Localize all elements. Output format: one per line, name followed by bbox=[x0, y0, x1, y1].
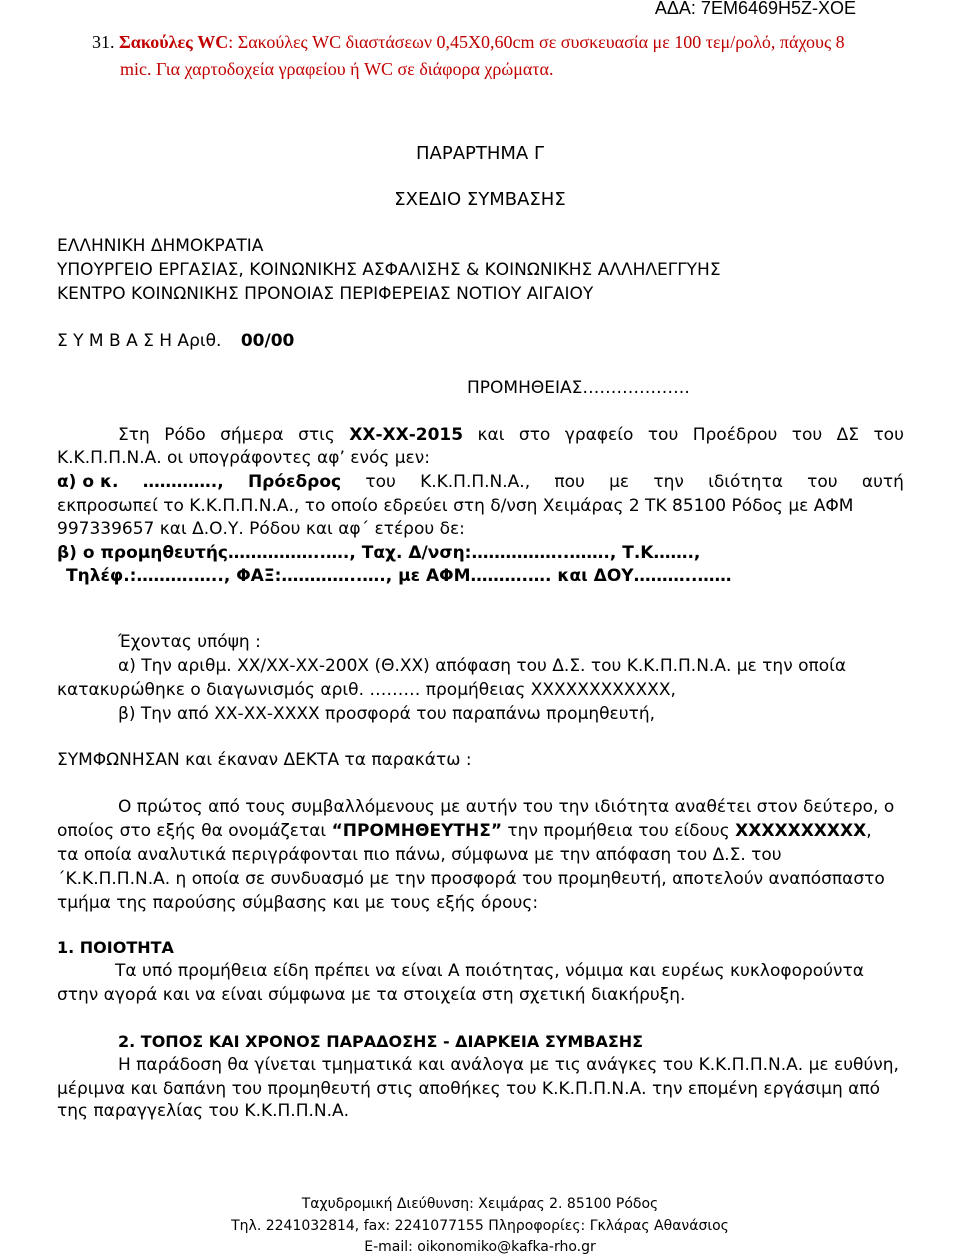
contract-b-line2: Τηλέφ.:……….….., ΦΑΞ:…………..…., με ΑΦΜ……….…. και ΔΟΥ………..…… bbox=[66, 566, 732, 586]
intro-line5: τμήμα της παρούσης σύμβασης και με τους εξής όρους: bbox=[57, 893, 539, 913]
contract-p1-line2: Κ.Κ.Π.Π.Ν.Α. οι υπογράφοντες αφ’ ενός μεν: bbox=[57, 448, 430, 468]
item-31-title: Σακούλες WC bbox=[119, 32, 229, 52]
item-31-line2: mic. Για χαρτοδοχεία γραφείου ή WC σε διάφορα χρώματα. bbox=[120, 59, 554, 79]
contract-type: ΠΡΟΜΗΘΕΙΑΣ………………. bbox=[467, 378, 690, 398]
contract-p1-line1: Στη Ρόδο σήμερα στις ΧΧ-ΧΧ-2015 και στο γραφείο του Προέδρου του ΔΣ του bbox=[118, 425, 904, 445]
intro-line3: τα οποία αναλυτικά περιγράφονται πιο πάνω, σύμφωνα με την απόφαση του Δ.Σ. του bbox=[57, 845, 782, 865]
section2-line2: μέριμνα και δαπάνη του προμηθευτή στις αποθήκες του Κ.Κ.Π.Π.Ν.Α. την επομένη εργάσιμη από bbox=[57, 1079, 880, 1099]
considering-a-line1: α) Την αριθμ. ΧΧ/ΧΧ-ΧΧ-200Χ (Θ.ΧΧ) απόφαση του Δ.Σ. του Κ.Κ.Π.Π.Ν.Α. με την οποία bbox=[118, 656, 847, 676]
org-line1: ΕΛΛΗΝΙΚΗ ΔΗΜΟΚΡΑΤΙΑ bbox=[57, 236, 264, 256]
contract-a-dots: …………., bbox=[142, 472, 224, 492]
intro-line2: οποίος στο εξής θα ονομάζεται “ΠΡΟΜΗΘΕΥΤΗΣ” την προμήθεια του είδους ΧΧΧΧΧΧΧΧΧΧ, bbox=[57, 821, 872, 841]
contract-a-line3: 997339657 και Δ.Ο.Υ. Ρόδου και αφ΄ ετέρου δε: bbox=[57, 519, 465, 539]
contract-number: 00/00 bbox=[240, 331, 295, 351]
intro-line4: ΄Κ.Κ.Π.Π.Ν.Α. η οποία σε συνδυασμό με την προσφορά του προμηθευτή, αποτελούν αναπόσπαστο bbox=[57, 869, 885, 889]
item-type: ΧΧΧΧΧΧΧΧΧΧ bbox=[735, 821, 867, 841]
contract-a-line2: εκπροσωπεί το Κ.Κ.Π.Π.Ν.Α., το οποίο εδρεύει στη δ/νση Χειμάρας 2 ΤΚ 85100 Ρόδος με ΑΦΜ bbox=[57, 496, 854, 516]
contract-number-line bbox=[57, 331, 294, 351]
section2-line1: Η παράδοση θα γίνεται τμηματικά και ανάλογα με τις ανάγκες του Κ.Κ.Π.Π.Ν.Α. με ευθύνη, bbox=[118, 1055, 899, 1075]
item-31-line1 bbox=[92, 32, 845, 53]
agreed-line: ΣΥΜΦΩΝΗΣΑΝ και έκαναν ΔΕΚΤΑ τα παρακάτω : bbox=[57, 750, 472, 770]
footer-phones: Τηλ. 2241032814, fax: 2241077155 Πληροφορίες: Γκλάρας Αθανάσιος bbox=[231, 1218, 729, 1234]
item-31-text1: : Σακούλες WC διαστάσεων 0,45Χ0,60cm σε συσκευασία με 100 τεμ/ρολό, πάχους 8 bbox=[228, 32, 845, 52]
section2-title: 2. ΤΟΠΟΣ ΚΑΙ ΧΡΟΝΟΣ ΠΑΡΑΔΟΣΗΣ - ΔΙΑΡΚΕΙΑ ΣΥΜΒΑΣΗΣ bbox=[118, 1032, 644, 1051]
annex-title: ΠΑΡΑΡΤΗΜΑ Γ bbox=[416, 143, 544, 164]
section2-line3: της παραγγελίας του Κ.Κ.Π.Π.Ν.Α. bbox=[57, 1101, 350, 1121]
considering-b-line: β) Την από ΧΧ-ΧΧ-ΧΧΧΧ προσφορά του παραπάνω προμηθευτή, bbox=[118, 704, 655, 724]
contract-a-line1: α) ο κ. …………., Πρόεδρος του Κ.Κ.Π.Π.Ν.Α., που με την ιδιότητα του αυτή bbox=[57, 472, 904, 492]
section1-line1: Τα υπό προμήθεια είδη πρέπει να είναι Α ποιότητας, νόμιμα και ευρέως κυκλοφορούντα bbox=[115, 961, 864, 981]
intro-line1: Ο πρώτος από τους συμβαλλόμενους με αυτήν του την ιδιότητα αναθέτει στον δεύτερο, ο bbox=[118, 797, 895, 817]
considering-a-line2: κατακυρώθηκε ο διαγωνισμός αριθ. ……… προμήθειας ΧΧΧΧΧΧΧΧΧΧΧΧ, bbox=[57, 680, 676, 700]
contract-b-line1: β) ο προμηθευτής……………..…., Ταχ. Δ/νση:……………..……., Τ.Κ……., bbox=[57, 543, 701, 563]
contract-label: Σ Υ Μ Β Α Σ Η Αριθ. bbox=[57, 331, 222, 351]
org-line3: ΚΕΝΤΡΟ ΚΟΙΝΩΝΙΚΗΣ ΠΡΟΝΟΙΑΣ ΠΕΡΙΦΕΡΕΙΑΣ ΝΟΤΙΟΥ ΑΙΓΑΙΟΥ bbox=[57, 284, 594, 304]
annex-subtitle: ΣΧΕΔΙΟ ΣΥΜΒΑΣΗΣ bbox=[394, 189, 566, 210]
section1-line2: στην αγορά και να είναι σύμφωνα με τα στοιχεία στη σχετική διακήρυξη. bbox=[57, 985, 686, 1005]
considering-title: Έχοντας υπόψη : bbox=[118, 632, 261, 652]
contract-a-label: α) ο κ. bbox=[57, 472, 119, 492]
footer-email[interactable]: E-mail: oikonomiko@kafka-rho.gr bbox=[364, 1239, 596, 1255]
section1-title: 1. ΠΟΙΟΤΗΤΑ bbox=[57, 938, 174, 957]
contract-a-role: Πρόεδρος bbox=[247, 472, 342, 492]
item-31-number: 31. bbox=[92, 32, 115, 52]
supplier-term: “ΠΡΟΜΗΘΕΥΤΗΣ” bbox=[331, 821, 503, 841]
ada-code: ΑΔΑ: 7ΕΜ6469Η5Ζ-ΧΟΕ bbox=[654, 0, 856, 18]
contract-date: ΧΧ-ΧΧ-2015 bbox=[349, 425, 464, 445]
org-line2: ΥΠΟΥΡΓΕΙΟ ΕΡΓΑΣΙΑΣ, ΚΟΙΝΩΝΙΚΗΣ ΑΣΦΑΛΙΣΗΣ & ΚΟΙΝΩΝΙΚΗΣ ΑΛΛΗΛΕΓΓΥΗΣ bbox=[57, 260, 721, 280]
footer-address: Ταχυδρομική Διεύθυνση: Χειμάρας 2. 85100 Ρόδος bbox=[301, 1196, 659, 1212]
